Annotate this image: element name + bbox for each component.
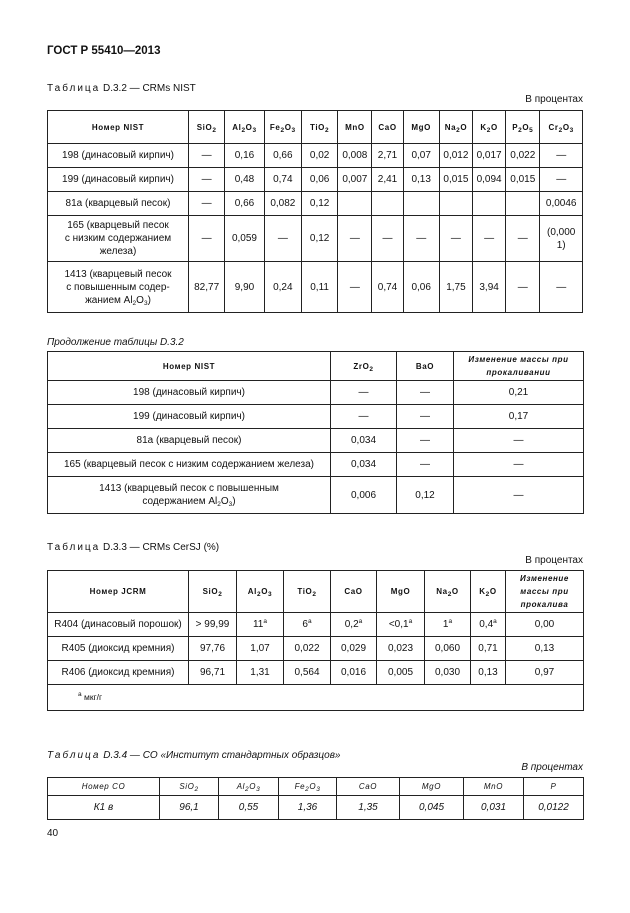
cell: 0,00 <box>506 613 584 637</box>
cell <box>372 192 403 216</box>
col-header: TiO$_2$ <box>284 571 331 613</box>
cell: 0,66 <box>225 192 264 216</box>
cell: 165 (кварцевый песок с низким содержанием железа) <box>48 453 331 477</box>
cell: К1 в <box>48 796 160 820</box>
table-footnote-row <box>48 685 584 711</box>
cell: 0,71 <box>471 637 506 661</box>
cell: > 99,99 <box>189 613 237 637</box>
table-caption-d34: Таблица D.3.4 — CO «Институт стандартных образцов» <box>47 750 341 761</box>
cell: — <box>454 477 584 514</box>
cell: 198 (динасовый кирпич) <box>48 144 189 168</box>
cell: — <box>189 192 225 216</box>
table-row <box>48 613 584 637</box>
cell: 0,12 <box>397 477 454 514</box>
cell <box>473 192 506 216</box>
table-row <box>48 453 584 477</box>
cell: — <box>454 453 584 477</box>
cell: 0,016 <box>331 661 377 685</box>
cell: 199 (динасовый кирпич) <box>48 168 189 192</box>
cell: 0,13 <box>506 637 584 661</box>
cell: 0,015 <box>439 168 472 192</box>
table-row <box>48 429 584 453</box>
cell: R406 (диоксид кремния) <box>48 661 189 685</box>
table-header-row <box>48 111 583 144</box>
cell: 0,06 <box>301 168 337 192</box>
cell: 0,0122 <box>524 796 584 820</box>
cell: 0,12 <box>301 192 337 216</box>
col-header: TiO$_2$ <box>301 111 337 144</box>
cell: $6^а$ <box>284 613 331 637</box>
cell: — <box>331 405 397 429</box>
cell: — <box>397 381 454 405</box>
cell: 0,55 <box>219 796 279 820</box>
cell: 0,13 <box>403 168 439 192</box>
cell: 0,060 <box>425 637 471 661</box>
cell: 2,41 <box>372 168 403 192</box>
cell: R405 (диоксид кремния) <box>48 637 189 661</box>
col-header: $Cr_2O_3$ <box>540 111 583 144</box>
cell: 0,045 <box>400 796 464 820</box>
cell: 0,564 <box>284 661 331 685</box>
cell: 0,015 <box>506 168 540 192</box>
col-header: $Al_2O_3$ <box>237 571 284 613</box>
table-header-row <box>48 571 584 613</box>
cell: $11^а$ <box>237 613 284 637</box>
cell: 1413 (кварцевый песок с повышенным содержанием $Al_2O_3$) <box>48 477 331 514</box>
table-row <box>48 477 584 514</box>
cell: 81а (кварцевый песок) <box>48 192 189 216</box>
col-header: $Na_2O$ <box>425 571 471 613</box>
cell: — <box>338 216 372 262</box>
table-caption-d33: Таблица D.3.3 — CRMs CerSJ (%) <box>47 542 220 553</box>
cell: $<0,1^а$ <box>377 613 425 637</box>
cell: 0,11 <box>301 262 337 313</box>
table-row <box>48 262 583 313</box>
col-header: ZrO$_2$ <box>331 352 397 381</box>
cell: $0,2^а$ <box>331 613 377 637</box>
cell <box>439 192 472 216</box>
cell: 82,77 <box>189 262 225 313</box>
cell: — <box>506 216 540 262</box>
cell: 0,48 <box>225 168 264 192</box>
cell: 0,74 <box>264 168 301 192</box>
table-header-row <box>48 352 584 381</box>
cell: — <box>540 144 583 168</box>
cell: 1,36 <box>279 796 337 820</box>
cell: 0,21 <box>454 381 584 405</box>
cell: 0,012 <box>439 144 472 168</box>
cell: 0,082 <box>264 192 301 216</box>
table-row <box>48 192 583 216</box>
cell: — <box>397 453 454 477</box>
col-header: Номер NIST <box>48 111 189 144</box>
cell: 0,023 <box>377 637 425 661</box>
cell: 0,029 <box>331 637 377 661</box>
col-header: CaO <box>331 571 377 613</box>
col-header: $Fe_2O_3$ <box>264 111 301 144</box>
table-row <box>48 796 584 820</box>
page-number: 40 <box>47 828 59 839</box>
table-row <box>48 381 584 405</box>
cell: 3,94 <box>473 262 506 313</box>
col-header: $Na_2O$ <box>439 111 472 144</box>
col-header: MgO <box>377 571 425 613</box>
cell <box>403 192 439 216</box>
table-row <box>48 405 584 429</box>
cell: (0,000 1) <box>540 216 583 262</box>
cell: 0,030 <box>425 661 471 685</box>
cell: 0,06 <box>403 262 439 313</box>
cell: — <box>189 144 225 168</box>
col-header: BaO <box>397 352 454 381</box>
table-header-row <box>48 778 584 796</box>
cell: 0,16 <box>225 144 264 168</box>
table-row <box>48 216 583 262</box>
cell: 0,059 <box>225 216 264 262</box>
cell: — <box>473 216 506 262</box>
cell: — <box>506 262 540 313</box>
document-code: ГОСТ Р 55410—2013 <box>47 45 161 57</box>
table-d32 <box>47 110 583 313</box>
cell: — <box>439 216 472 262</box>
cell: 1,35 <box>337 796 400 820</box>
col-header: Изменение массы при прокаливании <box>454 352 584 381</box>
col-header: SiO$_2$ <box>189 571 237 613</box>
col-header: $Al_2O_3$ <box>219 778 279 796</box>
cell: 0,005 <box>377 661 425 685</box>
cell: 0,022 <box>284 637 331 661</box>
col-header: CaO <box>372 111 403 144</box>
col-header: $P_2O_5$ <box>506 111 540 144</box>
col-header: SiO$_2$ <box>160 778 219 796</box>
cell: 199 (динасовый кирпич) <box>48 405 331 429</box>
cell: — <box>189 216 225 262</box>
cell: 0,97 <box>506 661 584 685</box>
cell: — <box>189 168 225 192</box>
cell: 0,74 <box>372 262 403 313</box>
col-header: Изменение массы при прокалива <box>506 571 584 613</box>
cell: 0,0046 <box>540 192 583 216</box>
cell: 0,66 <box>264 144 301 168</box>
cell: 0,017 <box>473 144 506 168</box>
cell: 1413 (кварцевый песок с повышенным содер- жанием $Al_2O_3$) <box>48 262 189 313</box>
cell: 96,71 <box>189 661 237 685</box>
cell: 2,71 <box>372 144 403 168</box>
table-d33 <box>47 570 584 711</box>
cell: 0,031 <box>464 796 524 820</box>
cell: $0,4^а$ <box>471 613 506 637</box>
cell: — <box>403 216 439 262</box>
col-header: $K_2O$ <box>471 571 506 613</box>
cell: 96,1 <box>160 796 219 820</box>
col-header: SiO$_2$ <box>189 111 225 144</box>
table-row <box>48 144 583 168</box>
cell: 81а (кварцевый песок) <box>48 429 331 453</box>
cell: — <box>540 168 583 192</box>
cell: 198 (динасовый кирпич) <box>48 381 331 405</box>
col-header: P <box>524 778 584 796</box>
table-d34 <box>47 777 584 820</box>
cell <box>338 192 372 216</box>
col-header: MnO <box>338 111 372 144</box>
cell: 0,034 <box>331 429 397 453</box>
cell: — <box>372 216 403 262</box>
cell: 0,07 <box>403 144 439 168</box>
table-caption-d32: Таблица D.3.2 — CRMs NIST <box>47 83 196 94</box>
col-header: Номер NIST <box>48 352 331 381</box>
cell: R404 (динасовый порошок) <box>48 613 189 637</box>
table-row <box>48 661 584 685</box>
cell: — <box>397 429 454 453</box>
col-header: $Fe_2O_3$ <box>279 778 337 796</box>
col-header: CaO <box>337 778 400 796</box>
col-header: Номер JCRM <box>48 571 189 613</box>
col-header: $K_2O$ <box>473 111 506 144</box>
cell: — <box>454 429 584 453</box>
cell: 0,034 <box>331 453 397 477</box>
cell: — <box>397 405 454 429</box>
cell: 165 (кварцевый песок с низким содержанием железа) <box>48 216 189 262</box>
cell <box>506 192 540 216</box>
cell: 9,90 <box>225 262 264 313</box>
table-row <box>48 637 584 661</box>
col-header: $Al_2O_3$ <box>225 111 264 144</box>
table-caption-d32-cont: Продолжение таблицы D.3.2 <box>47 337 184 348</box>
cell: $1^а$ <box>425 613 471 637</box>
cell: 0,008 <box>338 144 372 168</box>
table-unit-d32: В процентах <box>525 94 583 105</box>
cell: 0,007 <box>338 168 372 192</box>
cell: 1,75 <box>439 262 472 313</box>
cell: 0,24 <box>264 262 301 313</box>
cell: 0,17 <box>454 405 584 429</box>
cell: 0,094 <box>473 168 506 192</box>
table-row <box>48 168 583 192</box>
cell: — <box>264 216 301 262</box>
cell: 1,07 <box>237 637 284 661</box>
table-unit-d34: В процентах <box>521 762 583 773</box>
table-d32-cont <box>47 351 584 514</box>
cell: 0,13 <box>471 661 506 685</box>
table-footnote: $^а$ мкг/г <box>48 685 584 711</box>
table-unit-d33: В процентах <box>525 555 583 566</box>
cell: — <box>338 262 372 313</box>
col-header: Номер СО <box>48 778 160 796</box>
col-header: MgO <box>403 111 439 144</box>
cell: 0,12 <box>301 216 337 262</box>
cell: 0,022 <box>506 144 540 168</box>
cell: 97,76 <box>189 637 237 661</box>
cell: — <box>540 262 583 313</box>
cell: 1,31 <box>237 661 284 685</box>
cell: — <box>331 381 397 405</box>
cell: 0,02 <box>301 144 337 168</box>
col-header: MgO <box>400 778 464 796</box>
cell: 0,006 <box>331 477 397 514</box>
col-header: MnO <box>464 778 524 796</box>
